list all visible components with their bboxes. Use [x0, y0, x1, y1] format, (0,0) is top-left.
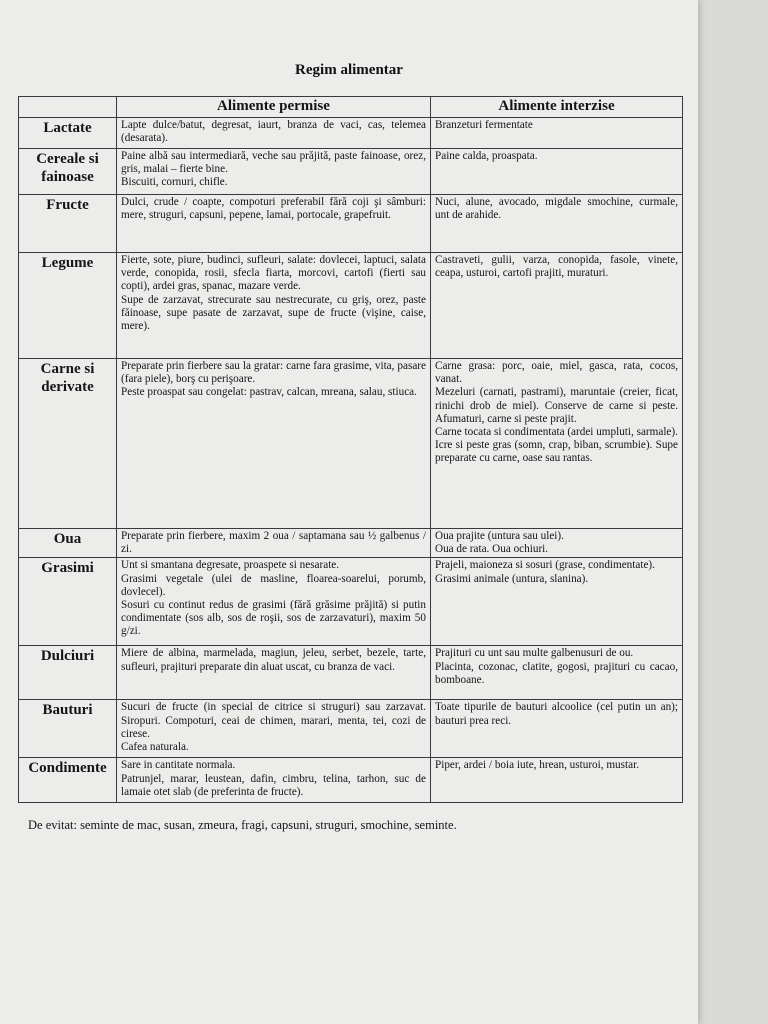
permitted-foods-paragraph: Peste proaspat sau congelat: pastrav, calcan, mreana, salau, stiuca.: [121, 386, 417, 399]
forbidden-foods-paragraph: Mezeluri (carnati, pastrami), maruntaie (creier, ficat, rinichi drob de miel). Conserve de carne si peste. Afumaturi, carne si peste prajit.: [435, 386, 678, 425]
permitted-foods-cell: [117, 646, 431, 700]
forbidden-foods-cell: [431, 529, 683, 558]
permitted-foods-paragraph: Sucuri de fructe (in special de citrice si struguri) sau zarzavat. Siropuri. Compoturi, ceai de chimen, marari, menta, tei, cozi de cirese.: [121, 701, 426, 740]
table-row: [19, 195, 683, 253]
forbidden-foods-cell: [431, 195, 683, 253]
permitted-foods-paragraph: Preparate prin fierbere, maxim 2 oua / saptamana sau ½ galbenus / zi.: [121, 530, 426, 556]
permitted-foods-paragraph: Preparate prin fierbere sau la gratar: carne fara grasime, vita, pasare (fara piele), borş cu perişoare.: [121, 360, 426, 386]
forbidden-foods-paragraph: Nuci, alune, avocado, migdale smochine, curmale, unt de arahide.: [435, 196, 678, 222]
permitted-foods-paragraph: Miere de albina, marmelada, magiun, jeleu, serbet, bezele, tarte, sufleuri, prajituri preparate din aluat uscat, cu branza de vaci.: [121, 647, 426, 673]
table-header-row: [19, 97, 683, 118]
table-body: [19, 118, 683, 803]
forbidden-foods-paragraph: Oua prajite (untura sau ulei).: [435, 530, 564, 542]
permitted-foods-paragraph: Biscuiti, cornuri, chifle.: [121, 176, 228, 189]
document-title: Regim alimentar: [295, 62, 403, 78]
permitted-foods-paragraph: Unt si smantana degresate, proaspete si nesarate.: [121, 559, 340, 572]
category-cell: Oua: [19, 529, 117, 558]
forbidden-foods-cell: [431, 758, 683, 803]
permitted-foods-cell: [117, 529, 431, 558]
forbidden-foods-cell: [431, 118, 683, 149]
permitted-foods-paragraph: Dulci, crude / coapte, compoturi preferabil fără coji şi sâmburi: mere, struguri, capsuni, pepene, lamai, portocale, grapefruit.: [121, 196, 426, 222]
forbidden-foods-paragraph: Carne tocata si condimentata (ardei umpluti, sarmale).: [435, 426, 678, 439]
diet-table: [18, 96, 683, 803]
category-cell: Carne si derivate: [19, 359, 117, 529]
permitted-foods-paragraph: Lapte dulce/batut, degresat, iaurt, branza de vaci, cas, telemea (desarata).: [121, 119, 426, 145]
permitted-foods-paragraph: Sosuri cu continut redus de grasimi (fără grăsime prăjită) si putin condimentate (sos alb, sos de roşii, sos de zarzavaturi), maxim 50 g/zi.: [121, 599, 426, 638]
category-cell: Grasimi: [19, 558, 117, 646]
forbidden-foods-paragraph: Placinta, cozonac, clatite, gogosi, prajituri cu cacao, bomboane.: [435, 660, 678, 686]
category-cell: Bauturi: [19, 700, 117, 758]
forbidden-foods-paragraph: Oua de rata. Oua ochiuri.: [435, 543, 549, 556]
header-forbidden: Alimente interzise: [431, 97, 683, 118]
permitted-foods-paragraph: Grasimi vegetale (ulei de masline, floarea-soarelui, porumb, dovlecel).: [121, 572, 426, 598]
permitted-foods-paragraph: Cafea naturala.: [121, 741, 189, 754]
forbidden-foods-paragraph: Castraveti, gulii, varza, conopida, fasole, vinete, ceapa, usturoi, cartofi prajiti, muraturi.: [435, 254, 678, 280]
permitted-foods-cell: [117, 700, 431, 758]
category-cell: Dulciuri: [19, 646, 117, 700]
forbidden-foods-paragraph: Paine calda, proaspata.: [435, 150, 538, 162]
forbidden-foods-paragraph: Branzeturi fermentate: [435, 119, 533, 131]
category-cell: Lactate: [19, 118, 117, 149]
forbidden-foods-paragraph: Icre si peste gras (somn, crap, biban, scrumbie). Supe preparate cu carne, oase sau rantas.: [435, 439, 678, 465]
table-row: [19, 253, 683, 359]
forbidden-foods-cell: [431, 700, 683, 758]
permitted-foods-paragraph: Fierte, sote, piure, budinci, sufleuri, salate: dovlecei, laptuci, salata verde, conopida, rosii, sfecla fiarta, morcovi, cartofi (fierti sau copti), ardei gras, spanac, mazare verde.: [121, 254, 426, 293]
permitted-foods-paragraph: Supe de zarzavat, strecurate sau nestrecurate, cu griş, orez, paste făinoase, supe pasate de zarzavat, supe de fructe (vişine, caise, mere).: [121, 293, 426, 333]
forbidden-foods-cell: [431, 646, 683, 700]
avoid-note: De evitat: seminte de mac, susan, zmeura, fragi, capsuni, struguri, smochine, seminte.: [28, 818, 457, 832]
table-row: [19, 758, 683, 803]
table-row: [19, 149, 683, 195]
permitted-foods-cell: [117, 558, 431, 646]
category-cell: Fructe: [19, 195, 117, 253]
forbidden-foods-paragraph: Piper, ardei / boia iute, hrean, usturoi, mustar.: [435, 759, 639, 772]
category-cell: Legume: [19, 253, 117, 359]
table-row: [19, 118, 683, 149]
forbidden-foods-paragraph: Grasimi animale (untura, slanina).: [435, 572, 589, 585]
permitted-foods-cell: [117, 195, 431, 253]
forbidden-foods-cell: [431, 359, 683, 529]
permitted-foods-paragraph: Paine albă sau intermediară, veche sau prăjită, paste fainoase, orez, gris, malai – fierte bine.: [121, 150, 426, 176]
forbidden-foods-paragraph: Prajeli, maioneza si sosuri (grase, condimentate).: [435, 559, 655, 572]
forbidden-foods-paragraph: Toate tipurile de bauturi alcoolice (cel putin un an); bauturi prea reci.: [435, 701, 678, 727]
permitted-foods-paragraph: Sare in cantitate normala.: [121, 759, 236, 772]
permitted-foods-cell: [117, 359, 431, 529]
table-row: [19, 700, 683, 758]
forbidden-foods-paragraph: Prajituri cu unt sau multe galbenusuri de ou.: [435, 647, 634, 660]
permitted-foods-cell: [117, 118, 431, 149]
permitted-foods-cell: [117, 149, 431, 195]
forbidden-foods-cell: [431, 253, 683, 359]
category-cell: Cereale si fainoase: [19, 149, 117, 195]
table-row: [19, 646, 683, 700]
permitted-foods-cell: [117, 253, 431, 359]
header-permitted: Alimente permise: [117, 97, 431, 118]
forbidden-foods-paragraph: Carne grasa: porc, oaie, miel, gasca, rata, cocos, vanat.: [435, 360, 678, 386]
table-row: [19, 529, 683, 558]
forbidden-foods-cell: [431, 149, 683, 195]
forbidden-foods-cell: [431, 558, 683, 646]
table-row: [19, 558, 683, 646]
category-cell: Condimente: [19, 758, 117, 803]
permitted-foods-paragraph: Patrunjel, marar, leustean, dafin, cimbru, telina, tarhon, suc de lamaie otet slab (de preferinta de fructe).: [121, 772, 426, 798]
permitted-foods-cell: [117, 758, 431, 803]
table-row: [19, 359, 683, 529]
header-corner: [19, 97, 117, 118]
